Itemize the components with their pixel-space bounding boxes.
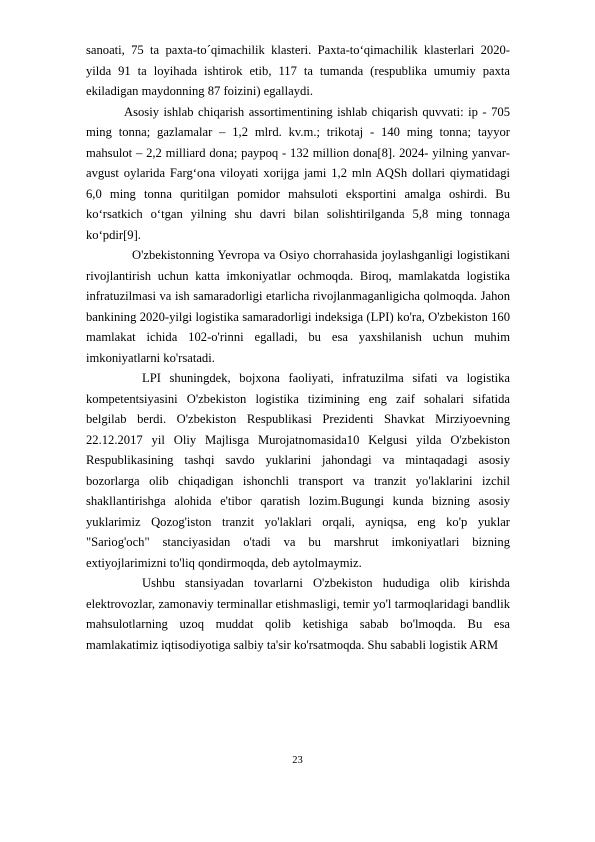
page-number: 23 bbox=[292, 755, 303, 766]
paragraph-cluster-statistics: sanoati, 75 ta paxta-to´qimachilik klasteri. Paxta-to‘qimachilik klasterlari 2020-yilda 91 ta loyihada ishtirok etib, 117 ta tumanda (respublika umumiy paxta ekiladigan maydonning 87 foizini) egallaydi. bbox=[86, 43, 510, 98]
paragraph-production-capacity: Asosiy ishlab chiqarish assortimentining ishlab chiqarish quvvati: ip - 705 ming tonna; gazlamalar – 1,2 mlrd. kv.m.; trikotaj - 140 ming tonna; tayyor mahsulot – 2,2 milliard dona; paypoq - 132 million dona[8]. 2024- yilning yanvar-avgust oylarida Farg‘ona viloyati xorijga jami 1,2 mln AQSh dollari qiymatidagi 6,0 ming tonna quritilgan pomidor mahsuloti eksportini amalga oshirdi. Bu ko‘rsatkich o‘tgan yilning shu davri bilan solishtirilganda 5,8 ming tonnaga ko‘pdir[9]. bbox=[86, 104, 510, 242]
paragraph-lpi-assessment: LPI shuningdek, bojxona faoliyati, infratuzilma sifati va logistika kompetentsiyasini O'zbekiston logistika tizimining eng zaif sohalari sifatida belgilab berdi. O'zbekiston Respublikasi Prezidenti Shavkat Mirziyoevning 22.12.2017 yil Oliy Majlisga Murojatnomasida10 Kelgusi yilda O'zbekiston Respublikasining tashqi savdo yuklarini jahondagi va mintaqadagi asosiy bozorlarga olib chiqadigan ishonchli transport va tranzit yo'laklarini izchil shakllantirishga alohida e'tibor qaratish lozim.Bugungi kunda bizning asosiy yuklarimiz Qozog'iston tranzit yo'laklari orqali, ayniqsa, eng ko'p yuklar "Sariog'och" stanciyasidan o'tadi va bu marshrut imkoniyatlari bizning extiyojlarimizni to'liq qondirmoqda, deb aytolmaymiz. bbox=[86, 371, 510, 570]
document-body bbox=[86, 40, 510, 655]
paragraph-station-issues: Ushbu stansiyadan tovarlarni O'zbekiston hududiga olib kirishda elektrovozlar, zamonaviy terminallar etishmasligi, temir yo'l tarmoqlaridagi bandlik mahsulotlarning uzoq muddat qolib ketishiga sabab bo'lmoqda. Bu esa mamlakatimiz iqtisodiyotiga salbiy ta'sir ko'rsatmoqda. Shu sababli logistik ARM bbox=[86, 576, 510, 652]
paragraph-logistics-opportunities: O'zbekistonning Yevropa va Osiyo chorrahasida joylashganligi logistikani rivojlantirish uchun katta imkoniyatlar ochmoqda. Biroq, mamlakatda logistika infratuzilmasi va ish samaradorligi etarlicha rivojlanmaganligicha qolmoqda. Jahon bankining 2020-yilgi logistika samaradorligi indeksiga (LPI) ko'ra, O'zbekiston 160 mamlakat ichida 102-o'rinni egalladi, bu esa yaxshilanish uchun muhim imkoniyatlarni ko'rsatadi. bbox=[86, 248, 510, 365]
